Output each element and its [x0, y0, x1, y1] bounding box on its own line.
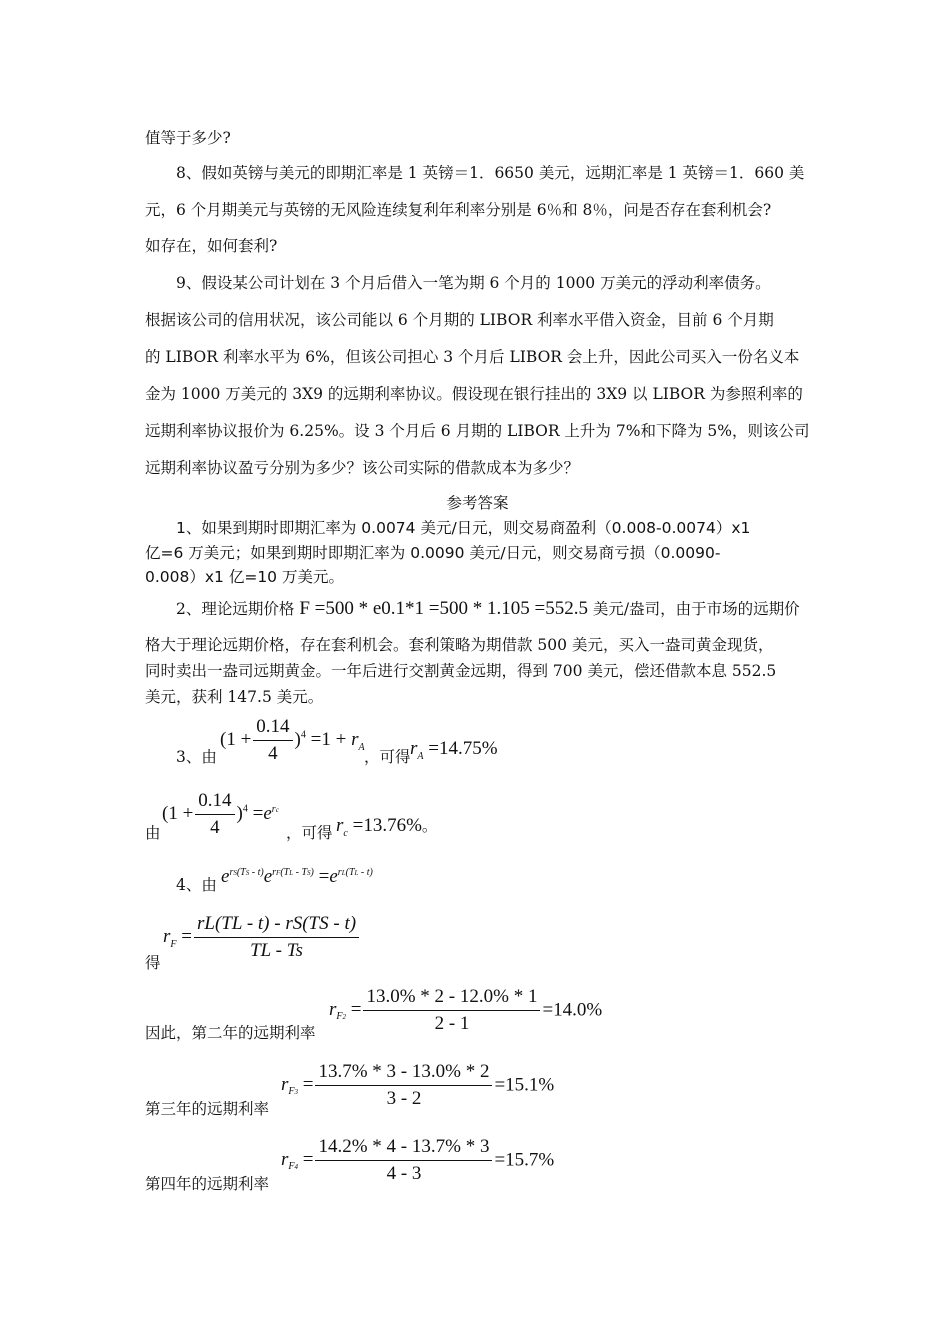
q9-line-5: 远期利率协议报价为 6.25%。设 3 个月后 6 月期的 LIBOR 上升为 7%和下降为 5%，则该公司: [145, 422, 810, 440]
answer-4-derived: $r_F$ = $\frac{rL(TL - t) - rS(TS - t)}{TL - Ts}$: [163, 913, 361, 962]
q8-line-2: 元，6 个月期美元与英镑的无风险连续复利年利率分别是 6％和 8％，问是否存在套利机会?: [145, 201, 772, 219]
q9-line-4: 金为 1000 万美元的 3X9 的远期利率协议。假设现在银行挂出的 3X9 以 LIBOR 为参照利率的: [145, 385, 803, 403]
answer-3b-equation: (1 + $\frac{0.14}{4}$ )$^4 =e^{rc}$: [162, 790, 279, 838]
answer-3-mid: ，可得: [364, 748, 411, 766]
answer-3b-result: =13.76%: [352, 815, 422, 836]
answer-7-label: 第四年的远期利率: [145, 1175, 270, 1193]
q9-line-1: 9、假设某公司计划在 3 个月后借入一笔为期 6 个月的 1000 万美元的浮动利率债务。: [176, 274, 771, 292]
answer-2-line-2: 格大于理论远期价格，存在套利机会。套利策略为期借款 500 美元，买入一盎司黄金现货，: [145, 636, 774, 654]
q7-tail: 值等于多少?: [145, 129, 231, 147]
answer-2-prefix: 2、理论远期价格: [176, 600, 295, 618]
answer-3b-fraction: $\frac{0.14}{4}$: [195, 790, 234, 839]
q9-line-6: 远期利率协议盈亏分别为多少？该公司实际的借款成本为多少？: [145, 459, 580, 477]
answer-4-fraction: $\frac{rL(TL - t) - rS(TS - t)}{TL - Ts}$: [194, 913, 359, 962]
answer-2-line-3: 同时卖出一盎司远期黄金。一年后进行交割黄金远期，得到 700 美元，偿还借款本息 552.5: [145, 662, 777, 680]
answer-3b-result-wrap: $r_c =13.76\%$。: [336, 815, 438, 839]
answer-7-fraction: $\frac{14.2\% * 4 - 13.7\% * 3}{4 - 3}$: [315, 1136, 492, 1185]
answer-2-suffix: 美元/盎司，由于市场的远期价: [592, 600, 800, 618]
answer-5-result: =14.0%: [542, 999, 603, 1021]
answer-4-de: 得: [145, 954, 161, 972]
q8-line-3: 如存在，如何套利?: [145, 237, 278, 255]
answer-3-prefix: 3、由: [176, 748, 217, 766]
answer-3-fraction: $\frac{0.14}{4}$: [253, 716, 292, 765]
answer-3-equation: (1 + $\frac{0.14}{4}$ )$^4 =1 + r_A$: [220, 716, 365, 764]
answer-1-line-1: 1、如果到期时即期汇率为 0.0074 美元/日元，则交易商盈利（0.008-0.0074）x1: [176, 519, 751, 537]
answer-4-equation: $e^{rS(TS - t)}e^{rF(TL - TS)} =e^{rL(TL - t)}$: [221, 866, 373, 887]
answer-5-equation: $r_{F2}$ = $\frac{13.0\% * 2 - 12.0\% * 1}{2 - 1}$ =14.0%: [329, 986, 603, 1034]
q9-line-2: 根据该公司的信用状况，该公司能以 6 个月期的 LIBOR 利率水平借入资金，目前 6 个月期: [145, 311, 774, 329]
answer-6-equation: $r_{F3}$ = $\frac{13.7\% * 3 - 13.0\% * 2}{3 - 2}$ =15.1%: [281, 1061, 555, 1109]
answer-5-label: 因此，第二年的远期利率: [145, 1024, 316, 1042]
answer-2-line-1: [176, 598, 800, 620]
answer-2-formula: F =500 * e0.1*1 =500 * 1.105 =552.5: [299, 598, 588, 619]
answer-6-label: 第三年的远期利率: [145, 1100, 270, 1118]
answer-2-line-4: 美元，获利 147.5 美元。: [145, 688, 324, 706]
q9-line-3: 的 LIBOR 利率水平为 6%，但该公司担心 3 个月后 LIBOR 会上升，因此公司买入一份名义本: [145, 348, 800, 366]
answer-7-result: =15.7%: [494, 1149, 555, 1171]
answer-6-fraction: $\frac{13.7\% * 3 - 13.0\% * 2}{3 - 2}$: [315, 1061, 492, 1110]
answer-6-result: =15.1%: [494, 1074, 555, 1096]
answer-3-result-wrap: $r_A =14.75\%$: [410, 738, 498, 762]
answer-7-equation: $r_{F4}$ = $\frac{14.2\% * 4 - 13.7\% * 3}{4 - 3}$ =15.7%: [281, 1136, 555, 1184]
answer-1-line-3: 0.008）x1 亿=10 万美元。: [145, 568, 344, 586]
answer-3-result: =14.75%: [428, 738, 498, 759]
answer-4-prefix: 4、由: [176, 876, 217, 894]
answer-3b-mid: ，可得: [286, 824, 333, 842]
q8-line-1: 8、假如英镑与美元的即期汇率是 1 英镑＝1．6650 美元，远期汇率是 1 英镑＝1．660 美: [176, 164, 805, 182]
answers-heading: 参考答案: [446, 494, 509, 512]
answer-1-line-2: 亿=6 万美元；如果到期时即期汇率为 0.0090 美元/日元，则交易商亏损（0.0090-: [145, 544, 721, 562]
answer-5-fraction: $\frac{13.0\% * 2 - 12.0\% * 1}{2 - 1}$: [363, 986, 540, 1035]
answer-3b-prefix: 由: [145, 824, 161, 842]
